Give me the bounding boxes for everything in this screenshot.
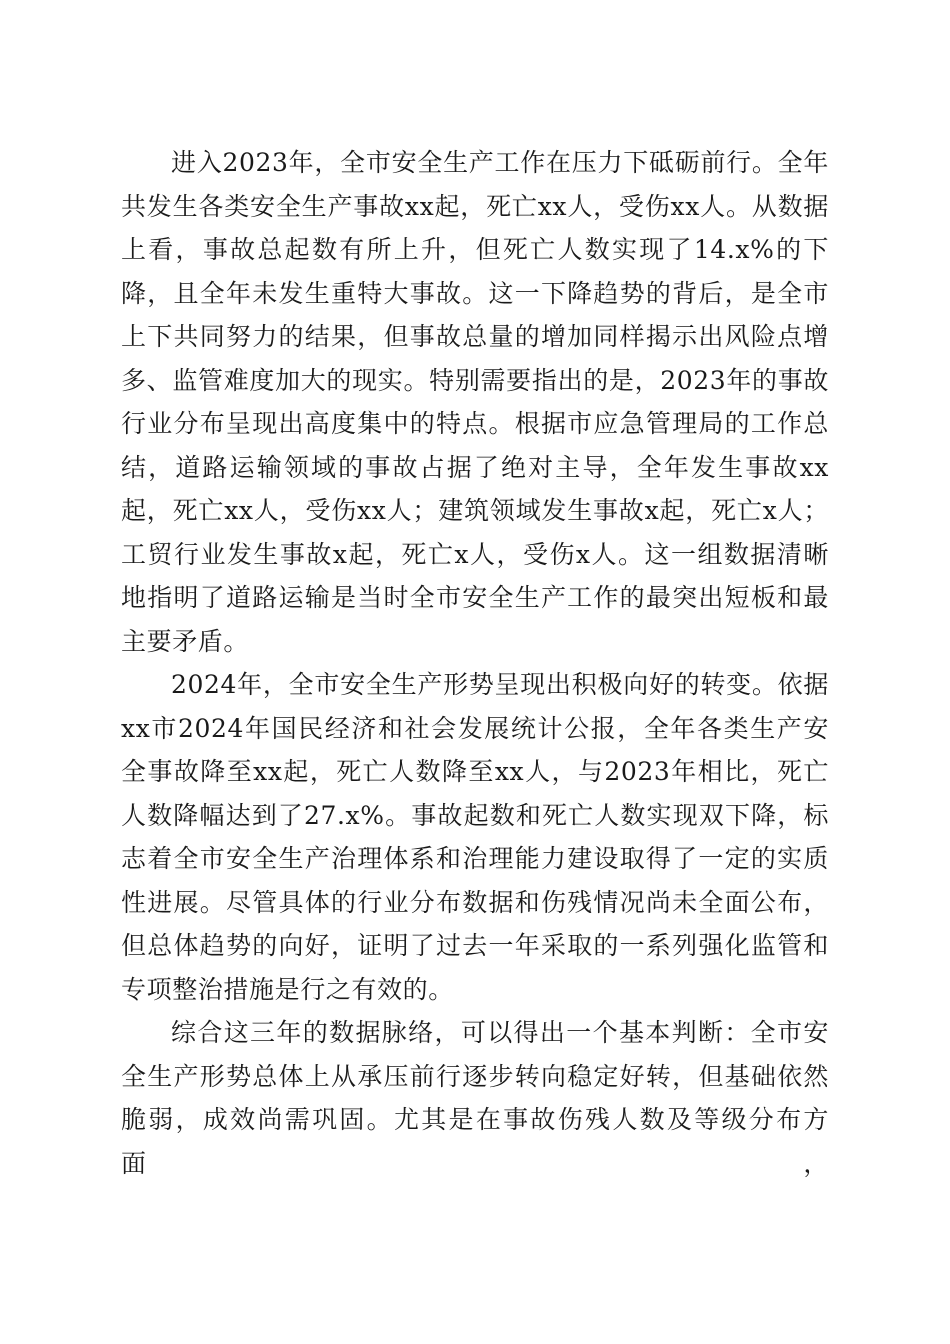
paragraph-2024-summary: 2024年，全市安全生产形势呈现出积极向好的转变。依据xx市2024年国民经济和社会发展统计公报，全年各类生产安全事故降至xx起，死亡人数降至xx人，与2023年相比，死亡人数降幅达到了27.x%。事故起数和死亡人数实现双下降，标志着全市安全生产治理体系和治理能力建设取得了一定的实质性进展。尽管具体的行业分布数据和伤残情况尚未全面公布，但总体趋势的向好，证明了过去一年采取的一系列强化监管和专项整治措施是行之有效的。 (121, 670, 829, 1004)
paragraph-2023-summary: 进入2023年，全市安全生产工作在压力下砥砺前行。全年共发生各类安全生产事故xx起，死亡xx人，受伤xx人。从数据上看，事故总起数有所上升，但死亡人数实现了14.x%的下降，且全年未发生重特大事故。这一下降趋势的背后，是全市上下共同努力的结果，但事故总量的增加同样揭示出风险点增多、监管难度加大的现实。特别需要指出的是，2023年的事故行业分布呈现出高度集中的特点。根据市应急管理局的工作总结，道路运输领域的事故占据了绝对主导，全年发生事故xx起，死亡xx人，受伤xx人；建筑领域发生事故x起，死亡x人；工贸行业发生事故x起，死亡x人，受伤x人。这一组数据清晰地指明了道路运输是当时全市安全生产工作的最突出短板和最主要矛盾。 (121, 148, 829, 656)
paragraph-three-year-judgement: 综合这三年的数据脉络，可以得出一个基本判断：全市安全生产形势总体上从承压前行逐步转向稳定好转，但基础依然脆弱，成效尚需巩固。尤其是在事故伤残人数及等级分布方面， (121, 1018, 829, 1178)
document-body (121, 141, 829, 1185)
